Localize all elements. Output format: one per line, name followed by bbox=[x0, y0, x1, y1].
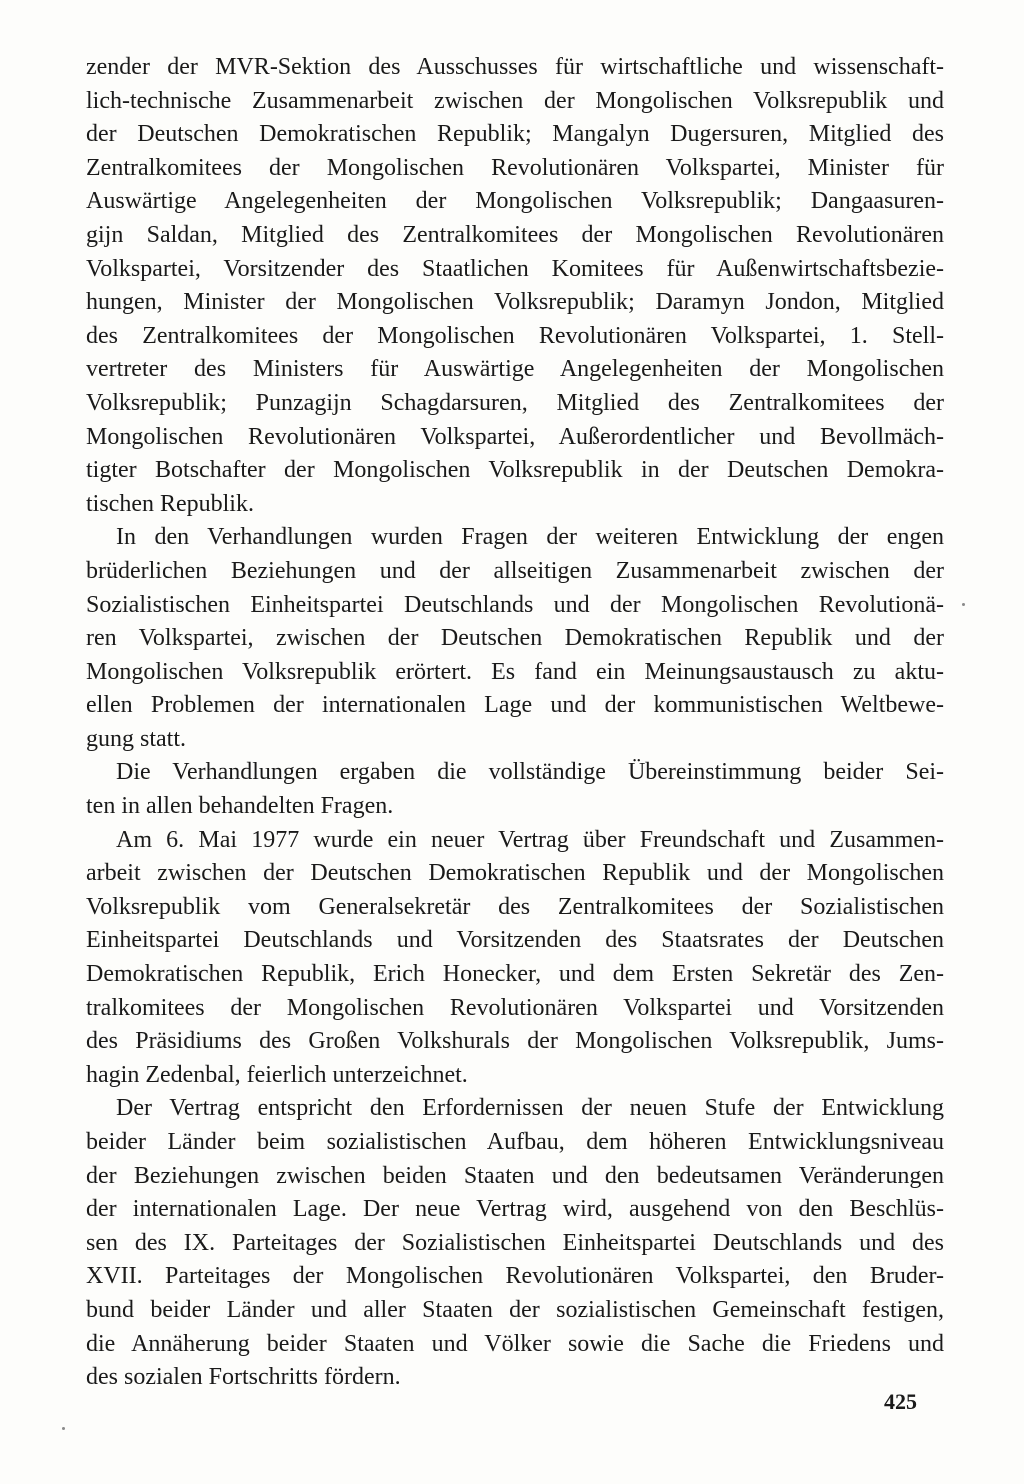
text-line: Zentralkomitees der Mongolischen Revolutionären Volkspartei, Minister für bbox=[86, 154, 944, 181]
text-line: ellen Problemen der internationalen Lage und der kommunistischen Weltbewe- bbox=[86, 692, 944, 719]
text-line: Volksrepublik; Punzagijn Schagdarsuren, Mitglied des Zentralkomitees der bbox=[86, 389, 944, 416]
text-line: des sozialen Fortschritts fördern. bbox=[86, 1364, 401, 1391]
text-line: Mongolischen Volksrepublik erörtert. Es fand ein Meinungsaustausch zu aktu- bbox=[86, 658, 944, 685]
text-line: brüderlichen Beziehungen und der allseitigen Zusammenarbeit zwischen der bbox=[86, 557, 944, 584]
page-number: 425 bbox=[884, 1389, 917, 1414]
text-line: hagin Zedenbal, feierlich unterzeichnet. bbox=[86, 1061, 468, 1088]
text-line: bund beider Länder und aller Staaten der sozialistischen Gemeinschaft festigen, bbox=[86, 1296, 944, 1323]
text-line: Mongolischen Revolutionären Volkspartei, Außerordentlicher und Bevollmäch- bbox=[86, 423, 944, 450]
paragraph bbox=[86, 1092, 944, 1394]
text-line: Volksrepublik vom Generalsekretär des Zentralkomitees der Sozialistischen bbox=[86, 893, 944, 920]
text-line: des Zentralkomitees der Mongolischen Revolutionären Volkspartei, 1. Stell- bbox=[86, 322, 944, 349]
text-line: Auswärtige Angelegenheiten der Mongolischen Volksrepublik; Dangaasuren- bbox=[86, 188, 944, 215]
text-line: In den Verhandlungen wurden Fragen der weiteren Entwicklung der engen bbox=[116, 524, 944, 551]
text-line: der Deutschen Demokratischen Republik; Mangalyn Dugersuren, Mitglied des bbox=[86, 121, 944, 148]
text-line: tigter Botschafter der Mongolischen Volksrepublik in der Deutschen Demokra- bbox=[86, 457, 944, 484]
text-line: des Präsidiums des Großen Volkshurals der Mongolischen Volksrepublik, Jums- bbox=[86, 1028, 944, 1055]
text-line: Am 6. Mai 1977 wurde ein neuer Vertrag über Freundschaft und Zusammen- bbox=[116, 826, 944, 853]
text-line: sen des IX. Parteitages der Sozialistischen Einheitspartei Deutschlands und des bbox=[86, 1229, 944, 1256]
text-line: Einheitspartei Deutschlands und Vorsitzenden des Staatsrates der Deutschen bbox=[86, 927, 944, 954]
text-line: gijn Saldan, Mitglied des Zentralkomitees der Mongolischen Revolutionären bbox=[86, 221, 944, 248]
text-line: die Annäherung beider Staaten und Völker sowie die Sache die Friedens und bbox=[86, 1330, 944, 1357]
text-line: arbeit zwischen der Deutschen Demokratischen Republik und der Mongolischen bbox=[86, 860, 944, 887]
text-line: lich-technische Zusammenarbeit zwischen der Mongolischen Volksrepublik und bbox=[86, 87, 944, 114]
scan-speck bbox=[962, 603, 965, 606]
text-line: Sozialistischen Einheitspartei Deutschlands und der Mongolischen Revolutionä- bbox=[86, 591, 944, 618]
text-line: XVII. Parteitages der Mongolischen Revolutionären Volkspartei, den Bruder- bbox=[86, 1263, 944, 1290]
text-line: zender der MVR-Sektion des Ausschusses für wirtschaftliche und wissenschaft- bbox=[86, 54, 944, 80]
paragraph bbox=[86, 824, 944, 1093]
text-line: ten in allen behandelten Fragen. bbox=[86, 793, 394, 820]
text-line: gung statt. bbox=[86, 725, 186, 752]
text-line: tischen Republik. bbox=[86, 490, 254, 517]
text-line: hungen, Minister der Mongolischen Volksrepublik; Daramyn Jondon, Mitglied bbox=[86, 289, 944, 316]
text-line: Demokratischen Republik, Erich Honecker, und dem Ersten Sekretär des Zen- bbox=[86, 961, 944, 988]
text-line: der internationalen Lage. Der neue Vertrag wird, ausgehend von den Beschlüs- bbox=[86, 1196, 944, 1223]
text-line: tralkomitees der Mongolischen Revolutionären Volkspartei und Vorsitzenden bbox=[86, 994, 944, 1021]
paragraph bbox=[86, 756, 944, 823]
text-line: Volkspartei, Vorsitzender des Staatlichen Komitees für Außenwirtschaftsbezie- bbox=[86, 255, 944, 282]
text-line: ren Volkspartei, zwischen der Deutschen Demokratischen Republik und der bbox=[86, 625, 944, 652]
text-line: vertreter des Ministers für Auswärtige Angelegenheiten der Mongolischen bbox=[86, 356, 944, 383]
paragraph bbox=[86, 51, 944, 521]
scan-speck bbox=[62, 1427, 65, 1430]
text-line: beider Länder beim sozialistischen Aufbau, dem höheren Entwicklungsniveau bbox=[86, 1129, 944, 1155]
body-text bbox=[86, 51, 944, 1395]
text-line: Der Vertrag entspricht den Erfordernissen der neuen Stufe der Entwicklung bbox=[116, 1095, 944, 1122]
text-line: Die Verhandlungen ergaben die vollständige Übereinstimmung beider Sei- bbox=[116, 759, 944, 786]
text-line: der Beziehungen zwischen beiden Staaten und den bedeutsamen Veränderungen bbox=[86, 1162, 944, 1189]
paragraph bbox=[86, 521, 944, 756]
